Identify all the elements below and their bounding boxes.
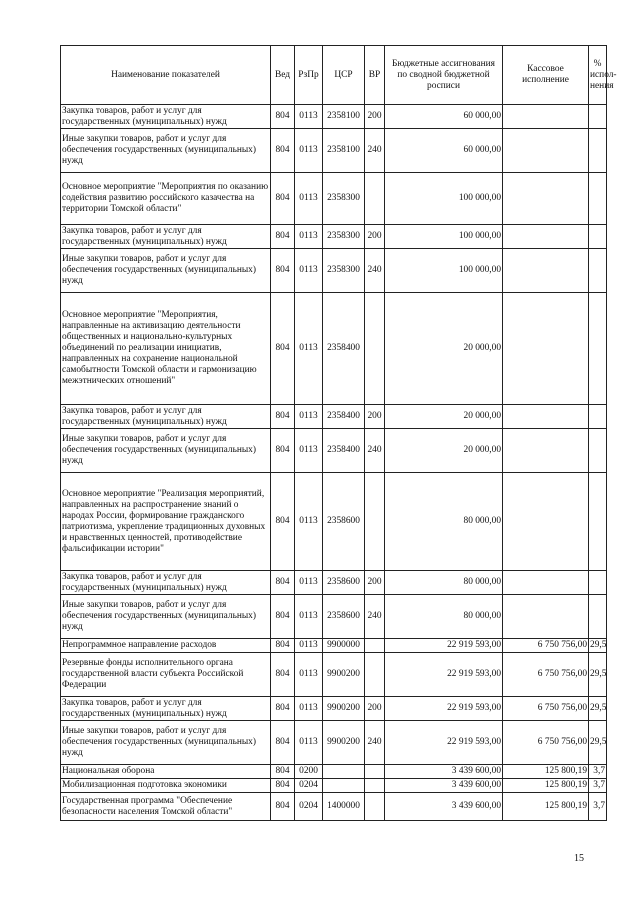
row-budget: 20 000,00 xyxy=(385,293,503,405)
row-csr: 9900000 xyxy=(323,639,365,653)
row-rzpr: 0113 xyxy=(295,653,323,697)
row-csr: 9900200 xyxy=(323,697,365,721)
row-csr: 2358600 xyxy=(323,571,365,595)
table-row xyxy=(61,105,607,129)
row-budget: 22 919 593,00 xyxy=(385,639,503,653)
row-cash: 6 750 756,00 xyxy=(503,697,589,721)
row-ved: 804 xyxy=(271,473,295,571)
row-csr: 2358400 xyxy=(323,293,365,405)
row-percent xyxy=(589,249,607,293)
table-row xyxy=(61,249,607,293)
row-ved: 804 xyxy=(271,653,295,697)
row-budget: 3 439 600,00 xyxy=(385,793,503,821)
row-rzpr: 0204 xyxy=(295,793,323,821)
row-rzpr: 0113 xyxy=(295,639,323,653)
row-name: Закупка товаров, работ и услуг для государственных (муниципальных) нужд xyxy=(61,225,271,249)
table-row xyxy=(61,225,607,249)
row-name: Государственная программа "Обеспечение безопасности населения Томской области" xyxy=(61,793,271,821)
page-number: 15 xyxy=(574,853,584,864)
row-percent xyxy=(589,105,607,129)
row-ved: 804 xyxy=(271,765,295,779)
row-vr: 200 xyxy=(365,105,385,129)
header-csr: ЦСР xyxy=(323,46,365,105)
row-name: Иные закупки товаров, работ и услуг для обеспечения государственных (муниципальных) нужд xyxy=(61,129,271,173)
header-ved: Вед xyxy=(271,46,295,105)
row-percent xyxy=(589,129,607,173)
row-vr xyxy=(365,293,385,405)
row-csr xyxy=(323,765,365,779)
header-row xyxy=(61,46,607,105)
row-vr: 240 xyxy=(365,249,385,293)
row-rzpr: 0200 xyxy=(295,765,323,779)
row-cash xyxy=(503,173,589,225)
row-budget: 60 000,00 xyxy=(385,105,503,129)
row-budget: 3 439 600,00 xyxy=(385,765,503,779)
row-name: Национальная оборона xyxy=(61,765,271,779)
table-row xyxy=(61,765,607,779)
row-csr: 2358400 xyxy=(323,405,365,429)
row-cash xyxy=(503,571,589,595)
table-row xyxy=(61,129,607,173)
row-vr xyxy=(365,793,385,821)
row-name: Закупка товаров, работ и услуг для государственных (муниципальных) нужд xyxy=(61,105,271,129)
row-percent xyxy=(589,405,607,429)
row-percent: 29,5 xyxy=(589,653,607,697)
row-vr xyxy=(365,639,385,653)
row-name: Закупка товаров, работ и услуг для государственных (муниципальных) нужд xyxy=(61,405,271,429)
row-percent xyxy=(589,473,607,571)
row-name: Мобилизационная подготовка экономики xyxy=(61,779,271,793)
row-percent xyxy=(589,571,607,595)
row-cash: 125 800,19 xyxy=(503,779,589,793)
row-csr: 2358300 xyxy=(323,173,365,225)
row-percent xyxy=(589,429,607,473)
row-percent xyxy=(589,293,607,405)
row-budget: 100 000,00 xyxy=(385,173,503,225)
header-budget: Бюджетные ассигнования по сводной бюджетной росписи xyxy=(385,46,503,105)
row-cash xyxy=(503,105,589,129)
row-rzpr: 0113 xyxy=(295,293,323,405)
row-ved: 804 xyxy=(271,429,295,473)
row-budget: 80 000,00 xyxy=(385,595,503,639)
row-rzpr: 0113 xyxy=(295,225,323,249)
table-row xyxy=(61,293,607,405)
row-csr: 1400000 xyxy=(323,793,365,821)
row-ved: 804 xyxy=(271,293,295,405)
row-budget: 60 000,00 xyxy=(385,129,503,173)
row-vr xyxy=(365,173,385,225)
header-vr: ВР xyxy=(365,46,385,105)
table-row xyxy=(61,793,607,821)
header-cash: Кассовое исполнение xyxy=(503,46,589,105)
row-vr xyxy=(365,779,385,793)
budget-execution-table xyxy=(60,45,617,821)
row-cash: 125 800,19 xyxy=(503,793,589,821)
row-vr: 240 xyxy=(365,129,385,173)
row-rzpr: 0113 xyxy=(295,697,323,721)
row-cash xyxy=(503,473,589,571)
row-name: Иные закупки товаров, работ и услуг для обеспечения государственных (муниципальных) нужд xyxy=(61,249,271,293)
row-name: Основное мероприятие "Мероприятия, направленные на активизацию деятельности общественных и национально-культурных объединений по реализации инициатив, направленных на сохранение национальной самобытности Томской области и гармонизацию межэтнических отношений" xyxy=(61,293,271,405)
row-percent: 3,7 xyxy=(589,793,607,821)
row-percent: 3,7 xyxy=(589,765,607,779)
row-ved: 804 xyxy=(271,779,295,793)
row-ved: 804 xyxy=(271,639,295,653)
row-csr: 9900200 xyxy=(323,653,365,697)
row-csr: 2358300 xyxy=(323,249,365,293)
row-name: Иные закупки товаров, работ и услуг для обеспечения государственных (муниципальных) нужд xyxy=(61,595,271,639)
table-row xyxy=(61,473,607,571)
row-csr: 2358600 xyxy=(323,595,365,639)
row-csr: 2358100 xyxy=(323,105,365,129)
header-name: Наименование показателей xyxy=(61,46,271,105)
row-name: Основное мероприятие "Реализация мероприятий, направленных на распространение знаний о народах России, формирование гражданского патриотизма, укрепление традиционных духовных и нравственных ценностей, противодействие фальсификации истории" xyxy=(61,473,271,571)
row-csr: 2358400 xyxy=(323,429,365,473)
row-ved: 804 xyxy=(271,721,295,765)
row-rzpr: 0113 xyxy=(295,105,323,129)
row-rzpr: 0113 xyxy=(295,721,323,765)
row-budget: 80 000,00 xyxy=(385,473,503,571)
row-vr xyxy=(365,653,385,697)
row-rzpr: 0113 xyxy=(295,595,323,639)
row-vr: 240 xyxy=(365,429,385,473)
table-body xyxy=(61,105,607,821)
row-ved: 804 xyxy=(271,405,295,429)
table-row xyxy=(61,779,607,793)
row-percent xyxy=(589,225,607,249)
row-vr: 200 xyxy=(365,697,385,721)
row-rzpr: 0113 xyxy=(295,405,323,429)
row-budget: 22 919 593,00 xyxy=(385,653,503,697)
row-budget: 22 919 593,00 xyxy=(385,697,503,721)
row-csr: 9900200 xyxy=(323,721,365,765)
row-name: Основное мероприятие "Мероприятия по оказанию содействия развитию российского казачества на территории Томской области" xyxy=(61,173,271,225)
row-name: Закупка товаров, работ и услуг для государственных (муниципальных) нужд xyxy=(61,697,271,721)
table-row xyxy=(61,639,607,653)
table-row xyxy=(61,697,607,721)
row-cash: 6 750 756,00 xyxy=(503,639,589,653)
row-budget: 20 000,00 xyxy=(385,405,503,429)
row-cash xyxy=(503,225,589,249)
table-row xyxy=(61,173,607,225)
header-percent: % испол-нения xyxy=(589,46,607,105)
row-vr xyxy=(365,765,385,779)
row-rzpr: 0113 xyxy=(295,249,323,293)
row-percent: 29,5 xyxy=(589,639,607,653)
row-ved: 804 xyxy=(271,793,295,821)
row-cash xyxy=(503,405,589,429)
row-cash xyxy=(503,429,589,473)
row-csr xyxy=(323,779,365,793)
row-csr: 2358100 xyxy=(323,129,365,173)
row-rzpr: 0113 xyxy=(295,129,323,173)
row-ved: 804 xyxy=(271,129,295,173)
row-cash: 6 750 756,00 xyxy=(503,721,589,765)
row-rzpr: 0113 xyxy=(295,571,323,595)
row-vr: 240 xyxy=(365,721,385,765)
table-row xyxy=(61,653,607,697)
row-ved: 804 xyxy=(271,571,295,595)
row-vr: 200 xyxy=(365,405,385,429)
row-rzpr: 0204 xyxy=(295,779,323,793)
row-name: Резервные фонды исполнительного органа государственной власти субъекта Российской Федерации xyxy=(61,653,271,697)
row-cash: 6 750 756,00 xyxy=(503,653,589,697)
row-csr: 2358300 xyxy=(323,225,365,249)
row-ved: 804 xyxy=(271,249,295,293)
row-cash xyxy=(503,129,589,173)
row-csr: 2358600 xyxy=(323,473,365,571)
row-name: Закупка товаров, работ и услуг для государственных (муниципальных) нужд xyxy=(61,571,271,595)
row-budget: 80 000,00 xyxy=(385,571,503,595)
row-ved: 804 xyxy=(271,595,295,639)
row-budget: 100 000,00 xyxy=(385,249,503,293)
row-rzpr: 0113 xyxy=(295,173,323,225)
table-row xyxy=(61,721,607,765)
row-percent: 29,5 xyxy=(589,697,607,721)
row-ved: 804 xyxy=(271,697,295,721)
row-cash xyxy=(503,249,589,293)
row-ved: 804 xyxy=(271,105,295,129)
row-ved: 804 xyxy=(271,173,295,225)
row-percent xyxy=(589,173,607,225)
row-cash: 125 800,19 xyxy=(503,765,589,779)
row-ved: 804 xyxy=(271,225,295,249)
row-percent xyxy=(589,595,607,639)
row-percent: 29,5 xyxy=(589,721,607,765)
row-name: Иные закупки товаров, работ и услуг для обеспечения государственных (муниципальных) нужд xyxy=(61,721,271,765)
row-rzpr: 0113 xyxy=(295,429,323,473)
row-budget: 3 439 600,00 xyxy=(385,779,503,793)
row-budget: 20 000,00 xyxy=(385,429,503,473)
row-cash xyxy=(503,293,589,405)
row-budget: 22 919 593,00 xyxy=(385,721,503,765)
row-rzpr: 0113 xyxy=(295,473,323,571)
row-cash xyxy=(503,595,589,639)
table-row xyxy=(61,429,607,473)
header-rzpr: РзПр xyxy=(295,46,323,105)
row-budget: 100 000,00 xyxy=(385,225,503,249)
row-vr xyxy=(365,473,385,571)
table-row xyxy=(61,571,607,595)
row-vr: 240 xyxy=(365,595,385,639)
row-name: Непрограммное направление расходов xyxy=(61,639,271,653)
row-vr: 200 xyxy=(365,225,385,249)
table-row xyxy=(61,595,607,639)
table-row xyxy=(61,405,607,429)
row-name: Иные закупки товаров, работ и услуг для обеспечения государственных (муниципальных) нужд xyxy=(61,429,271,473)
row-vr: 200 xyxy=(365,571,385,595)
row-percent: 3,7 xyxy=(589,779,607,793)
